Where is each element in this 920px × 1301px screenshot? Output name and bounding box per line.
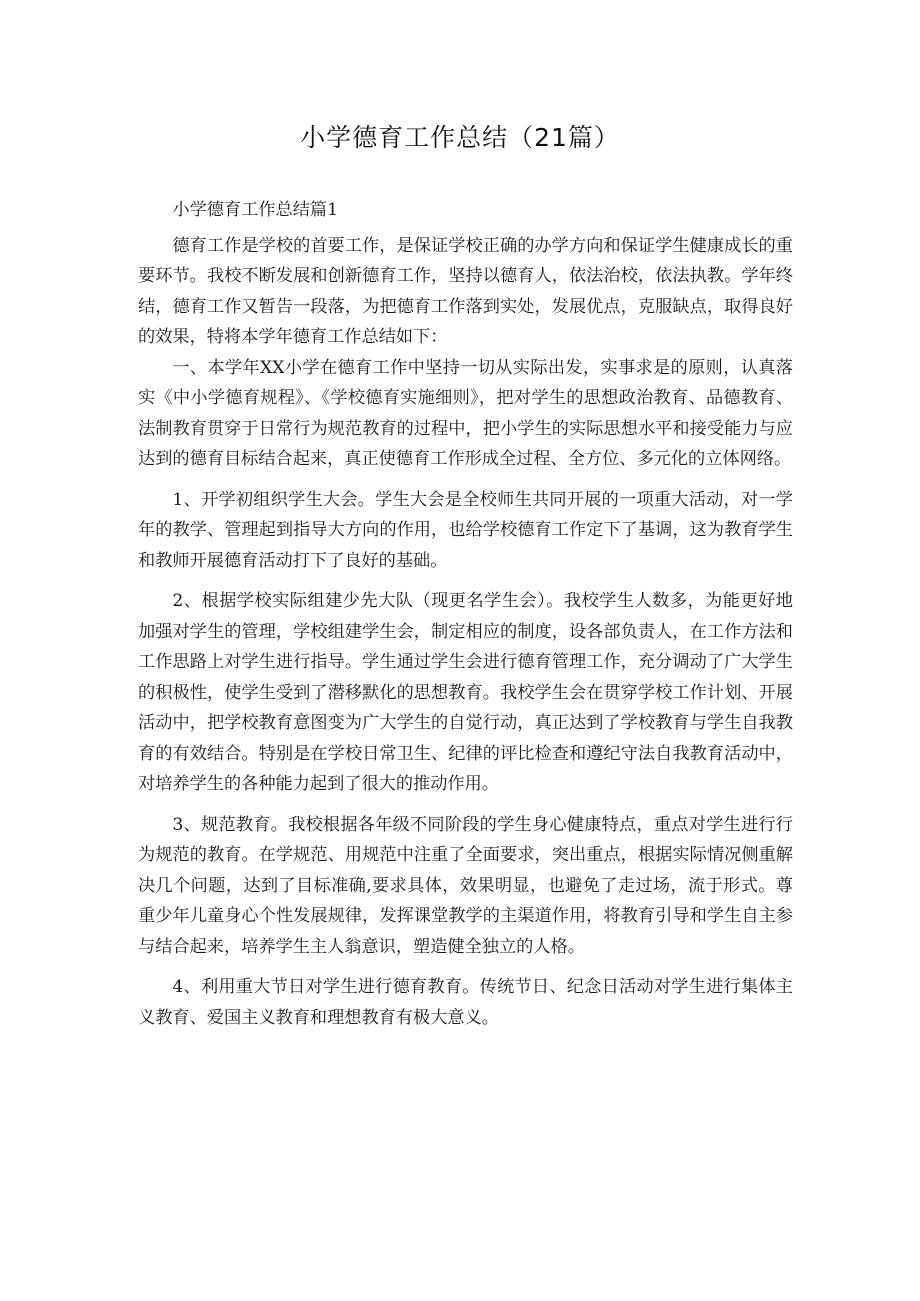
paragraph-principle: 一、本学年XX小学在德育工作中坚持一切从实际出发，实事求是的原则，认真落实《中小学德育规程》、《学校德育实施细则》，把对学生的思想政治教育、品德教育、法制教育贯穿于日常行为规范教育的过程中，把小学生的实际思想水平和接受能力与应达到的德育目标结合起来，真正使德育工作形成全过程、全方位、多元化的立体网络。 (138, 357, 793, 469)
paragraph-item-3: 3、规范教育。我校根据各年级不同阶段的学生身心健康特点，重点对学生进行行为规范的教育。在学规范、用规范中注重了全面要求，突出重点，根据实际情况侧重解决几个问题，达到了目标准确,要求具体，效果明显，也避免了走过场，流于形式。尊重少年儿童身心个性发展规律，发挥课堂教学的主渠道作用，将教育引导和学生自主参与结合起来，培养学生主人翁意识，塑造健全独立的人格。 (138, 814, 793, 957)
paragraph-item-4: 4、利用重大节日对学生进行德育教育。传统节日、纪念日活动对学生进行集体主义教育、爱国主义教育和理想教育有极大意义。 (138, 977, 793, 1028)
paragraph-item-1: 1、开学初组织学生大会。学生大会是全校师生共同开展的一项重大活动，对一学年的教学、管理起到指导大方向的作用，也给学校德育工作定下了基调，这为教育学生和教师开展德育活动打下了良好的基础。 (138, 489, 793, 571)
document-title: 小学德育工作总结（21篇） (300, 123, 620, 152)
section-heading: 小学德育工作总结篇1 (172, 200, 339, 220)
paragraph-item-2: 2、根据学校实际组建少先大队（现更名学生会）。我校学生人数多，为能更好地加强对学生的管理，学校组建学生会，制定相应的制度，设各部负责人，在工作方法和工作思路上对学生进行指导。学生通过学生会进行德育管理工作，充分调动了广大学生的积极性，使学生受到了潜移默化的思想教育。我校学生会在贯穿学校工作计划、开展活动中，把学校教育意图变为广大学生的自觉行动，真正达到了学校教育与学生自我教育的有效结合。特别是在学校日常卫生、纪律的评比检查和遵纪守法自我教育活动中，对培养学生的各种能力起到了很大的推动作用。 (138, 591, 793, 794)
paragraph-intro: 德育工作是学校的首要工作，是保证学校正确的办学方向和保证学生健康成长的重要环节。我校不断发展和创新德育工作，坚持以德育人，依法治校，依法执教。学年终结，德育工作又暂告一段落，为把德育工作落到实处，发展优点，克服缺点，取得良好的效果，特将本学年德育工作总结如下： (138, 235, 793, 347)
document-body (138, 195, 793, 1033)
